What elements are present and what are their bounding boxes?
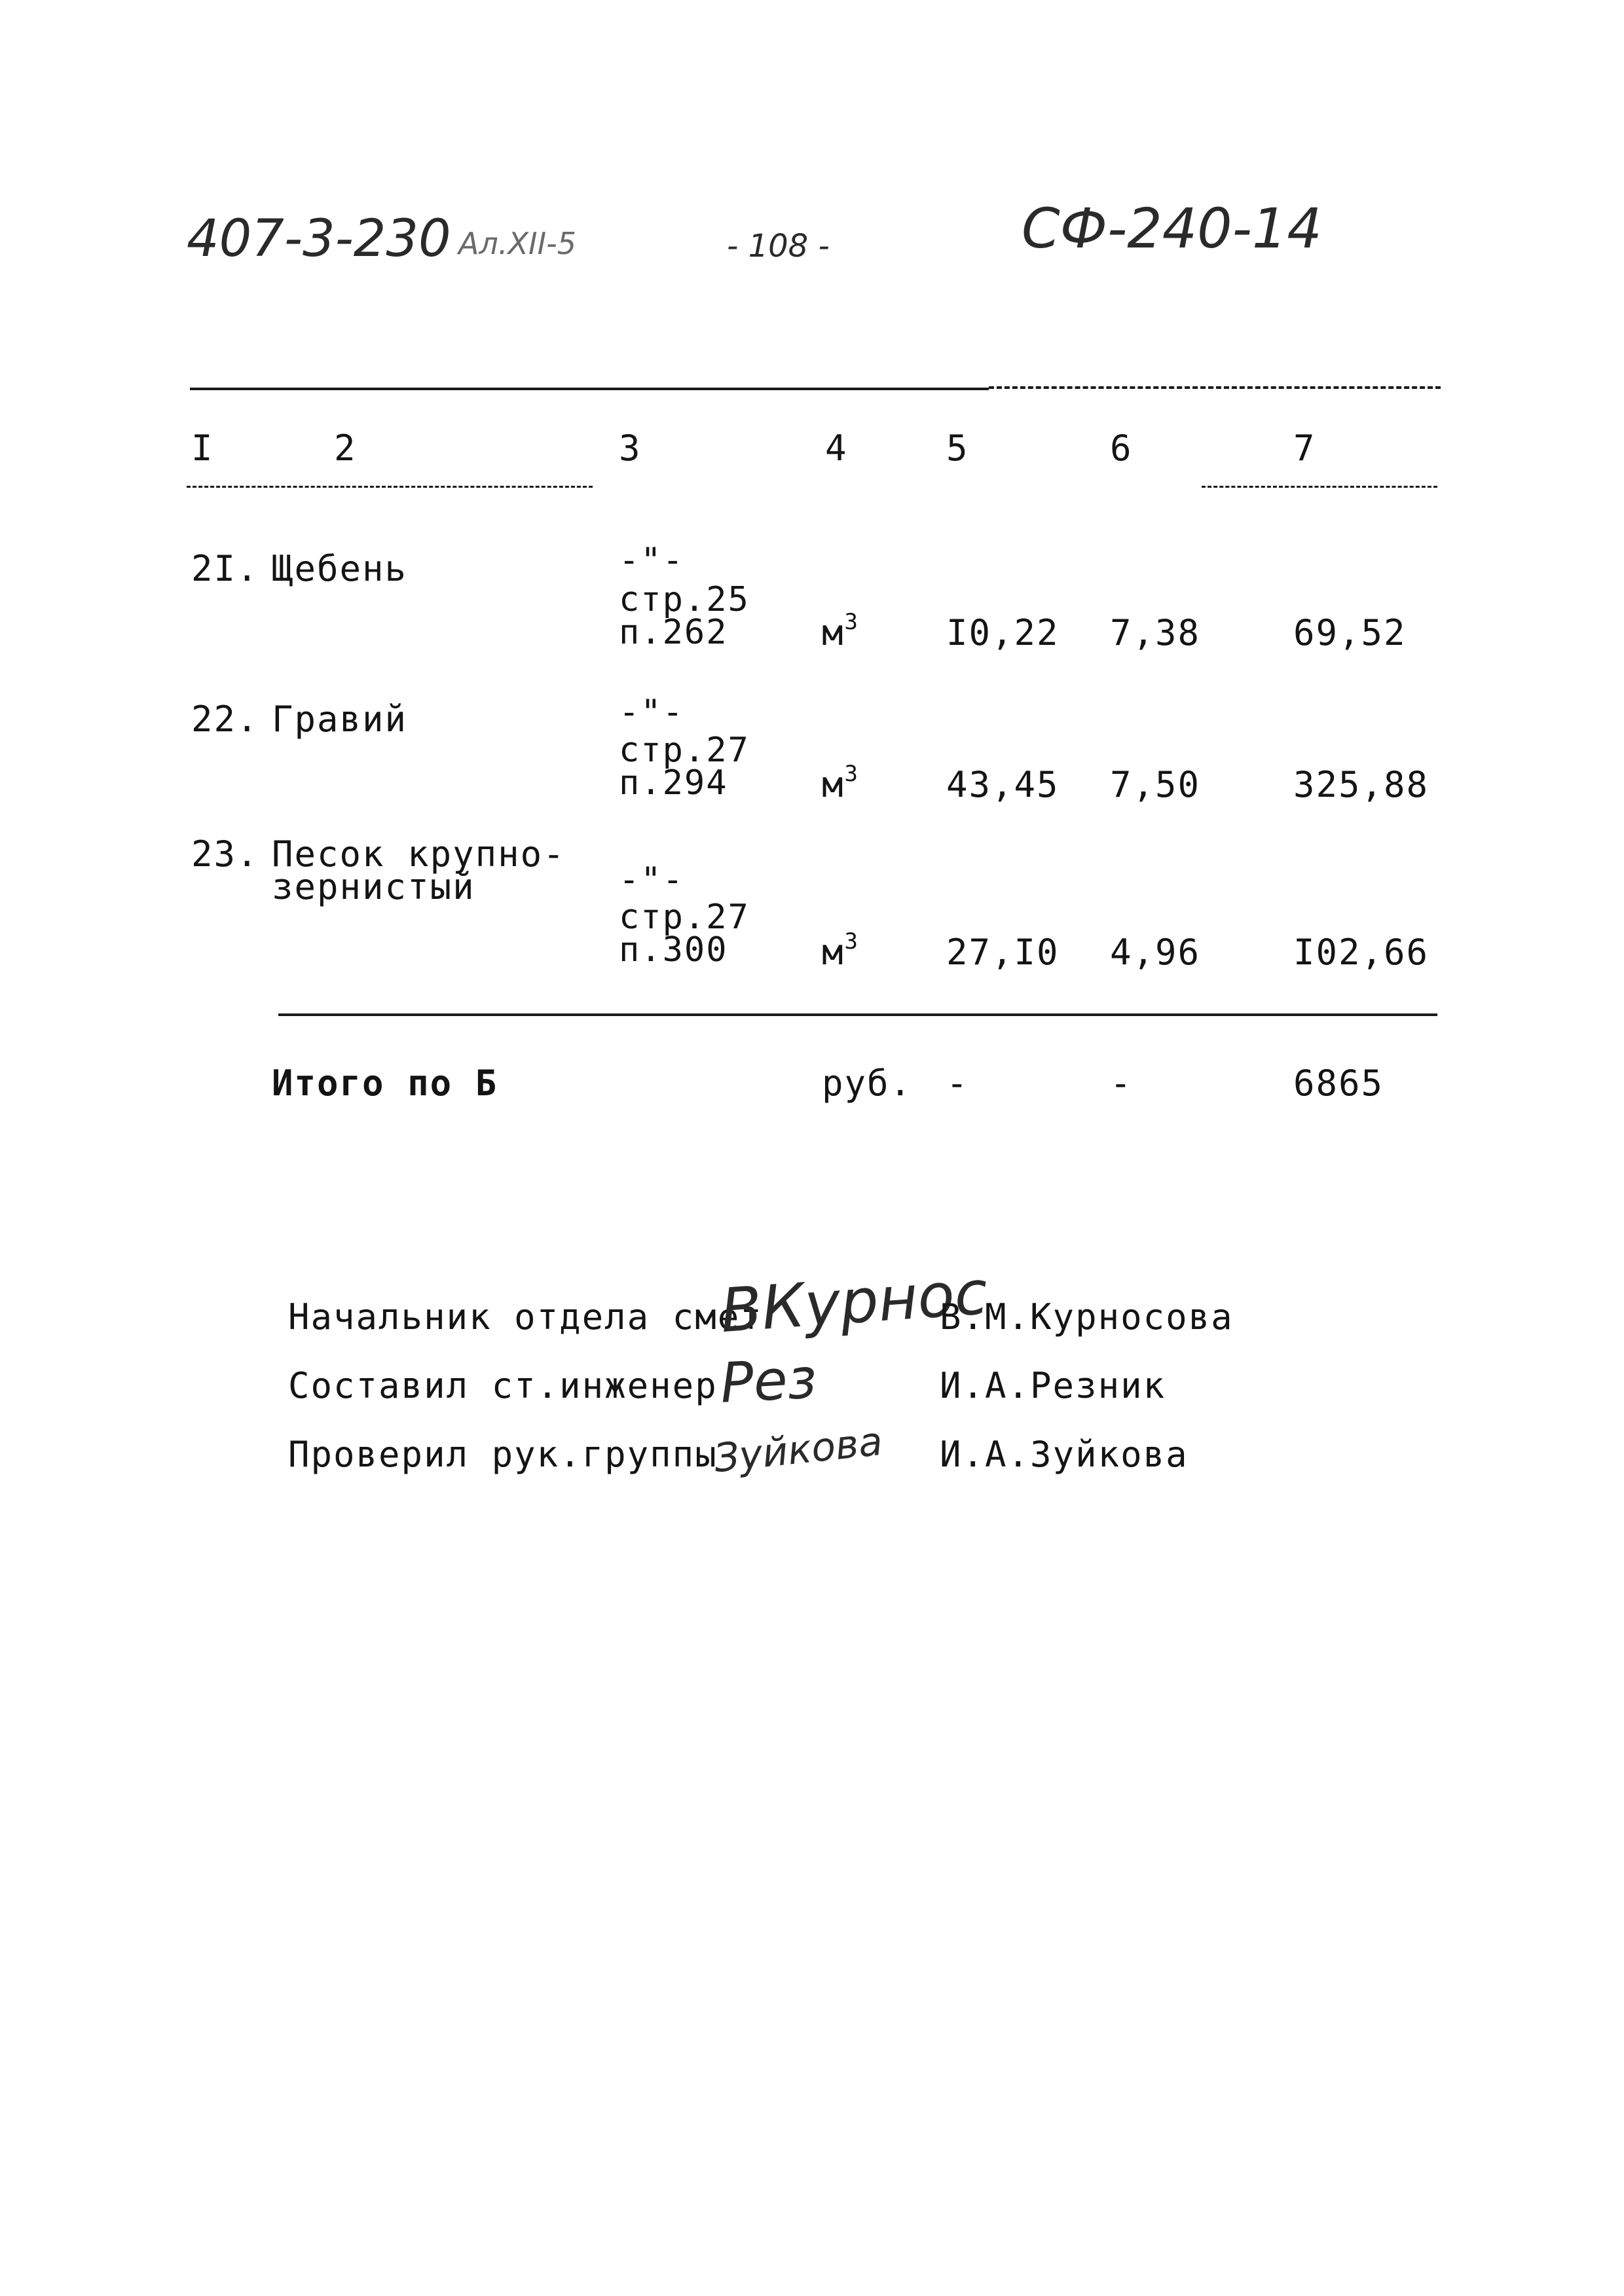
row-number: 23. bbox=[191, 833, 259, 875]
total-amount: 6865 bbox=[1293, 1063, 1384, 1104]
row-number: 22. bbox=[191, 699, 259, 740]
reference-page: стр.25 bbox=[619, 580, 750, 619]
signer-name: В.М.Курносова bbox=[940, 1296, 1234, 1338]
quantity: 43,45 bbox=[946, 764, 1060, 805]
column-header-6: 6 bbox=[1110, 428, 1133, 469]
signer-role: Составил ст.инженер bbox=[288, 1365, 718, 1406]
page-number: - 108 - bbox=[727, 228, 830, 264]
total-rule bbox=[278, 1013, 1437, 1016]
handwritten-signature: ВКурнос bbox=[718, 1257, 990, 1347]
column-header-7: 7 bbox=[1293, 428, 1316, 469]
handwritten-signature: Рез bbox=[718, 1346, 819, 1415]
top-rule bbox=[190, 388, 989, 390]
unit-price: 7,50 bbox=[1110, 764, 1201, 805]
reference-item: п.262 bbox=[619, 613, 728, 652]
signer-role: Начальник отдела смет bbox=[288, 1296, 763, 1338]
reference-ditto: -"- bbox=[619, 860, 684, 900]
unit bbox=[822, 609, 859, 653]
quantity: I0,22 bbox=[946, 612, 1060, 653]
unit-price: 7,38 bbox=[1110, 612, 1201, 653]
row-total: 69,52 bbox=[1293, 612, 1407, 653]
reference-item: п.294 bbox=[619, 763, 728, 803]
unit-text: м bbox=[822, 764, 845, 805]
column-header-3: 3 bbox=[619, 428, 642, 469]
album-note: Ал.XII-5 bbox=[458, 226, 577, 261]
reference-ditto: -"- bbox=[619, 541, 684, 580]
unit-superscript: 3 bbox=[844, 761, 859, 787]
column-header-5: 5 bbox=[946, 428, 969, 469]
total-unit: руб. bbox=[822, 1063, 913, 1104]
total-quantity: - bbox=[946, 1063, 969, 1104]
material-name: Гравий bbox=[272, 699, 408, 740]
reference-item: п.300 bbox=[619, 930, 728, 970]
column-header-4: 4 bbox=[825, 428, 848, 469]
unit-text: м bbox=[822, 932, 845, 973]
column-header-2: 2 bbox=[334, 428, 357, 469]
material-name: Щебень bbox=[272, 548, 408, 589]
reference-page: стр.27 bbox=[619, 731, 750, 770]
total-price: - bbox=[1110, 1063, 1133, 1104]
unit-superscript: 3 bbox=[844, 928, 859, 955]
signer-role: Проверил рук.группы bbox=[288, 1434, 718, 1475]
sheet-code: СФ-240-14 bbox=[1022, 196, 1322, 261]
document-code: 407-3-230 bbox=[187, 210, 451, 268]
signer-name: И.А.Зуйкова bbox=[940, 1434, 1189, 1475]
header-rule-left bbox=[187, 486, 593, 488]
column-header-1: I bbox=[191, 428, 214, 469]
unit-text: м bbox=[822, 612, 845, 653]
row-total: I02,66 bbox=[1293, 932, 1430, 973]
header-rule-right bbox=[1202, 486, 1437, 488]
reference-page: стр.27 bbox=[619, 898, 750, 937]
unit-price: 4,96 bbox=[1110, 932, 1201, 973]
unit bbox=[822, 761, 859, 805]
material-name-continued: зернистый bbox=[272, 866, 475, 907]
signer-name: И.А.Резник bbox=[940, 1365, 1166, 1406]
quantity: 27,I0 bbox=[946, 932, 1060, 973]
material-name: Песок крупно- bbox=[272, 833, 566, 875]
unit bbox=[822, 928, 859, 973]
row-number: 2I. bbox=[191, 548, 259, 589]
row-total: 325,88 bbox=[1293, 764, 1430, 805]
handwritten-signature: Зуйкова bbox=[712, 1418, 885, 1482]
top-rule-tail bbox=[989, 386, 1441, 389]
total-label: Итого по Б bbox=[272, 1063, 498, 1104]
reference-ditto: -"- bbox=[619, 693, 684, 732]
unit-superscript: 3 bbox=[844, 609, 859, 635]
